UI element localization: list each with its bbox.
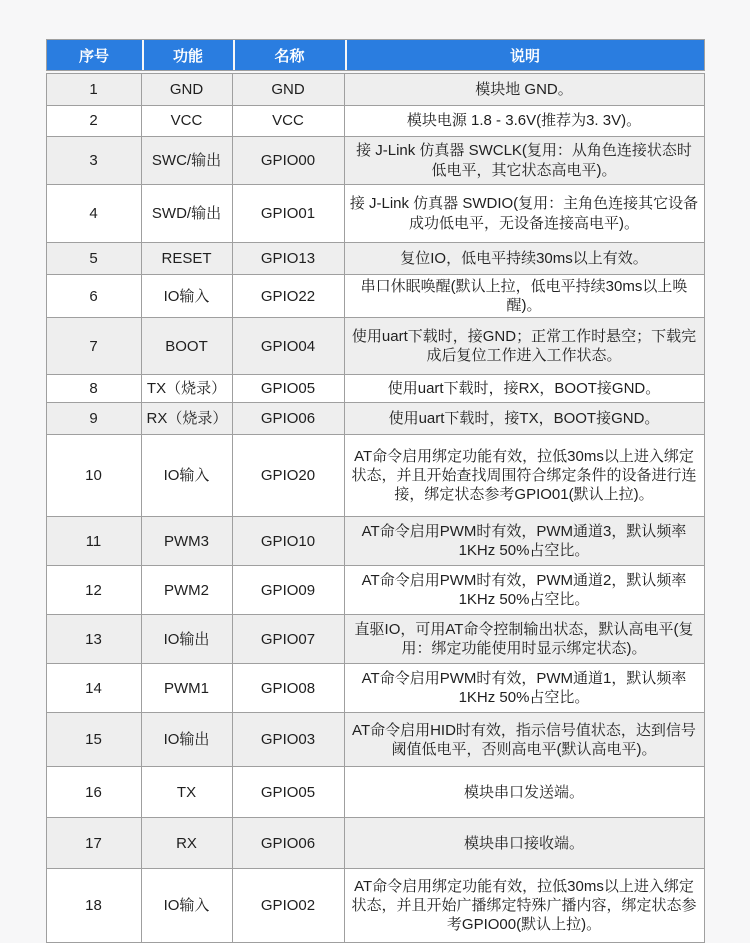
description-cell: 模块串口接收端。 xyxy=(345,817,704,868)
table-row xyxy=(47,663,704,712)
description-cell: 复位IO，低电平持续30ms以上有效。 xyxy=(345,242,704,274)
row-number-cell: 5 xyxy=(47,242,142,274)
description-cell: 模块串口发送端。 xyxy=(345,766,704,817)
description-cell: AT命令启用绑定功能有效，拉低30ms以上进入绑定状态，并且开始查找周围符合绑定条件的设备进行连接，绑定状态参考GPIO01(默认上拉)。 xyxy=(345,434,704,516)
description-cell: AT命令启用HID时有效，指示信号值状态，达到信号阈值低电平，否则高电平(默认高电平)。 xyxy=(345,712,704,766)
row-number-cell: 8 xyxy=(47,374,142,402)
function-cell: PWM2 xyxy=(142,565,233,614)
row-number-cell: 6 xyxy=(47,274,142,317)
row-number-cell: 2 xyxy=(47,105,142,136)
table-row xyxy=(47,766,704,817)
table-row xyxy=(47,74,704,105)
table-row xyxy=(47,105,704,136)
name-cell: GPIO05 xyxy=(233,766,345,817)
description-cell: 模块电源 1.8 - 3.6V(推荐为3. 3V)。 xyxy=(345,105,704,136)
name-cell: GND xyxy=(233,74,345,105)
function-cell: VCC xyxy=(142,105,233,136)
name-cell: GPIO06 xyxy=(233,817,345,868)
name-cell: GPIO04 xyxy=(233,317,345,374)
table-row xyxy=(47,274,704,317)
name-cell: GPIO00 xyxy=(233,136,345,184)
table-header-row xyxy=(46,39,705,71)
description-cell: 串口休眠唤醒(默认上拉，低电平持续30ms以上唤醒)。 xyxy=(345,274,704,317)
row-number-cell: 10 xyxy=(47,434,142,516)
name-cell: GPIO20 xyxy=(233,434,345,516)
function-cell: PWM1 xyxy=(142,663,233,712)
column-header-name: 名称 xyxy=(233,40,345,70)
row-number-cell: 9 xyxy=(47,402,142,434)
table-row xyxy=(47,136,704,184)
function-cell: TX xyxy=(142,766,233,817)
description-cell: AT命令启用PWM时有效，PWM通道3，默认频率1KHz 50%占空比。 xyxy=(345,516,704,565)
name-cell: GPIO01 xyxy=(233,184,345,242)
description-cell: 使用uart下载时，接RX，BOOT接GND。 xyxy=(345,374,704,402)
row-number-cell: 4 xyxy=(47,184,142,242)
name-cell: GPIO07 xyxy=(233,614,345,663)
function-cell: RESET xyxy=(142,242,233,274)
function-cell: SWD/输出 xyxy=(142,184,233,242)
description-cell: 模块地 GND。 xyxy=(475,80,573,98)
function-cell: IO输出 xyxy=(142,712,233,766)
table-row xyxy=(47,817,704,868)
name-cell: GPIO06 xyxy=(233,402,345,434)
row-number-cell: 15 xyxy=(47,712,142,766)
pin-definition-table xyxy=(46,39,705,943)
row-number-cell: 17 xyxy=(47,817,142,868)
row-number-cell: 3 xyxy=(47,136,142,184)
function-cell: GND xyxy=(142,74,233,105)
description-cell: 直驱IO，可用AT命令控制输出状态，默认高电平(复用：绑定功能使用时显示绑定状态)。 xyxy=(345,614,704,663)
description-cell: AT命令启用PWM时有效，PWM通道2，默认频率1KHz 50%占空比。 xyxy=(345,565,704,614)
function-cell: PWM3 xyxy=(142,516,233,565)
table-row xyxy=(47,434,704,516)
table-row xyxy=(47,184,704,242)
name-cell: GPIO08 xyxy=(233,663,345,712)
name-cell: GPIO10 xyxy=(233,516,345,565)
table-row xyxy=(47,374,704,402)
table-row xyxy=(47,242,704,274)
table-row xyxy=(47,868,704,942)
name-cell: GPIO03 xyxy=(233,712,345,766)
column-header-description: 说明 xyxy=(345,40,704,70)
description-cell: 接 J-Link 仿真器 SWDIO(复用：主角色连接其它设备成功低电平，无设备连接高电平)。 xyxy=(345,184,704,242)
column-header-no: 序号 xyxy=(47,40,142,70)
row-number-cell: 11 xyxy=(47,516,142,565)
row-number-cell: 1 xyxy=(47,74,142,105)
function-cell: RX xyxy=(142,817,233,868)
table-row xyxy=(47,516,704,565)
column-header-function: 功能 xyxy=(142,40,233,70)
name-cell: GPIO05 xyxy=(233,374,345,402)
function-cell: IO输出 xyxy=(142,614,233,663)
row-number-cell: 16 xyxy=(47,766,142,817)
description-cell: 使用uart下载时，接TX，BOOT接GND。 xyxy=(345,402,704,434)
name-cell: GPIO22 xyxy=(233,274,345,317)
table-row xyxy=(47,712,704,766)
name-cell: GPIO02 xyxy=(233,868,345,942)
table-row xyxy=(47,317,704,374)
description-cell: AT命令启用PWM时有效，PWM通道1，默认频率1KHz 50%占空比。 xyxy=(345,663,704,712)
name-cell: GPIO13 xyxy=(233,242,345,274)
function-cell: TX（烧录） xyxy=(142,374,233,402)
description-cell: 使用uart下载时，接GND；正常工作时悬空；下载完成后复位工作进入工作状态。 xyxy=(345,317,704,374)
function-cell: IO输入 xyxy=(142,434,233,516)
table-body xyxy=(46,73,705,943)
row-number-cell: 18 xyxy=(47,868,142,942)
row-number-cell: 14 xyxy=(47,663,142,712)
table-row xyxy=(47,565,704,614)
row-number-cell: 7 xyxy=(47,317,142,374)
row-number-cell: 12 xyxy=(47,565,142,614)
table-row xyxy=(47,614,704,663)
name-cell: GPIO09 xyxy=(233,565,345,614)
function-cell: BOOT xyxy=(142,317,233,374)
description-cell: 接 J-Link 仿真器 SWCLK(复用：从角色连接状态时低电平，其它状态高电平)。 xyxy=(345,136,704,184)
name-cell: VCC xyxy=(233,105,345,136)
function-cell: SWC/输出 xyxy=(142,136,233,184)
description-cell: AT命令启用绑定功能有效，拉低30ms以上进入绑定状态，并且开始广播绑定特殊广播内容，绑定状态参考GPIO00(默认上拉)。 xyxy=(345,868,704,942)
function-cell: IO输入 xyxy=(142,868,233,942)
row-number-cell: 13 xyxy=(47,614,142,663)
function-cell: IO输入 xyxy=(142,274,233,317)
function-cell: RX（烧录） xyxy=(142,402,233,434)
table-row xyxy=(47,402,704,434)
